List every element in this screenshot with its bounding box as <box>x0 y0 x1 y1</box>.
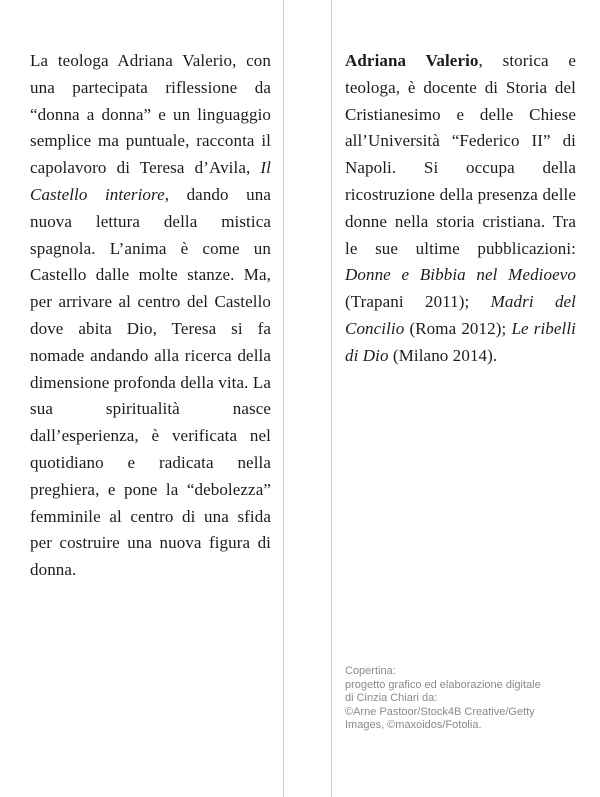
description-text-segment: La teologa Adriana Valerio, con una partecipata riflessione da “donna a donna” e un linguaggio semplice ma puntuale, racconta il capolavoro di Teresa d’Avila, <box>30 51 271 178</box>
credits-line: di Cinzia Chiari da: <box>345 692 438 705</box>
book-title-italic: Il Castello interiore <box>30 158 271 204</box>
author-bio-paragraph <box>345 48 576 370</box>
bio-text-segment: (Milano 2014). <box>388 345 498 365</box>
right-flap <box>345 48 576 370</box>
credits-line: progetto grafico ed elaborazione digitale <box>345 678 541 691</box>
credits-line: ©Arne Pastoor/Stock4B Creative/Getty <box>345 705 535 718</box>
bio-text-segment: (Trapani 2011); <box>345 292 491 312</box>
credits-line: Images, ©maxoidos/Fotolia. <box>345 719 482 732</box>
author-name-bold: Adriana Valerio <box>345 51 479 70</box>
spine-fold-line-right <box>331 0 332 797</box>
left-flap <box>30 48 271 584</box>
publication-title-italic: Donne e Bibbia nel Medioevo <box>345 265 576 285</box>
cover-credits-block <box>345 665 585 733</box>
publication-title-italic: Le ribelli di Dio <box>345 318 576 365</box>
book-description-paragraph <box>30 48 271 584</box>
description-text-segment: , dando una nuova lettura della mistica spagnola. L’anima è come un Castello dalle molte stanze. Ma, per arrivare al centro del Castello dove abita Dio, Teresa si fa nomade andando alla ricerca della dimensione profonda della vita. La sua spiritualità nasce dall’esperienza, è verificata nel quotidiano e radicata nella preghiera, e pone la “debolezza” femminile al centro di una sfida per costruire una nuova figura di donna. <box>30 184 271 580</box>
spine-fold-line-left <box>283 0 284 797</box>
publication-title-italic: Madri del Concilio <box>345 292 577 338</box>
credits-line: Copertina: <box>345 665 396 677</box>
bio-text-segment: (Roma 2012); <box>404 318 512 338</box>
bio-text-segment: , storica e teologa, è docente di Storia del Cristianesimo e delle Chiese all’Università “Federico II” di Napoli. Si occupa della ricostruzione della presenza delle donne nella storia cristiana. Tra le sue ultime pubblicazioni: <box>345 51 576 258</box>
